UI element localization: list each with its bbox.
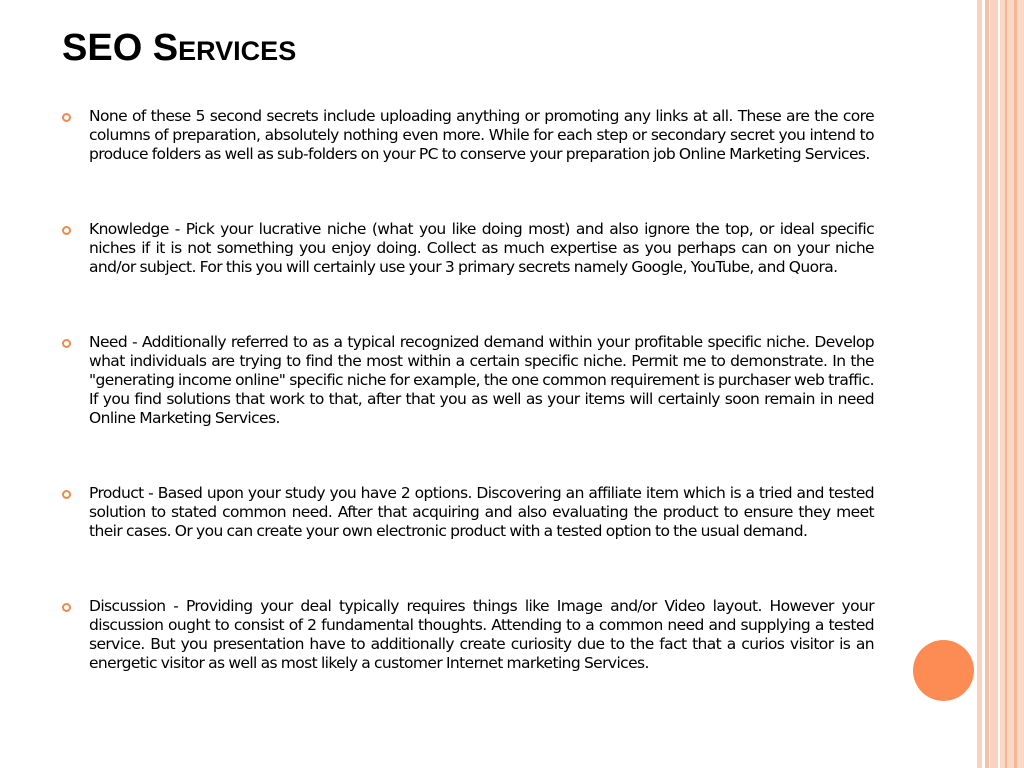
list-item bbox=[62, 333, 874, 428]
circle-bullet-icon bbox=[62, 226, 71, 235]
bullet-marker bbox=[62, 597, 89, 616]
slide-title bbox=[62, 24, 296, 72]
bullet-marker bbox=[62, 484, 89, 503]
list-item bbox=[62, 484, 874, 541]
circle-bullet-icon bbox=[62, 113, 71, 122]
bullet-list bbox=[62, 107, 874, 672]
circle-bullet-icon bbox=[62, 339, 71, 348]
slide-title-small-caps: ervices bbox=[178, 27, 297, 69]
decor-stripe bbox=[977, 0, 982, 768]
bullet-marker bbox=[62, 107, 89, 126]
decor-stripe bbox=[985, 0, 989, 768]
circle-bullet-icon bbox=[62, 603, 71, 612]
decor-stripe bbox=[1000, 0, 1024, 768]
bullet-marker bbox=[62, 220, 89, 239]
decor-circle bbox=[913, 640, 974, 701]
decor-stripe bbox=[990, 0, 998, 768]
list-item bbox=[62, 220, 874, 277]
slide-title-main: SEO S bbox=[62, 27, 179, 69]
circle-bullet-icon bbox=[62, 490, 71, 499]
list-item bbox=[62, 107, 874, 164]
decor-stripe bbox=[1005, 0, 1007, 768]
decor-stripe bbox=[1014, 0, 1017, 768]
list-item-text: Product - Based upon your study you have 2 options. Discovering an affiliate item which is a tried and tested solution to stated common need. After that acquiring and also evaluating the product to ensure they meet their cases. Or you can create your own electronic product with a tested option to the usual demand. bbox=[89, 484, 874, 540]
list-item-text: Need - Additionally referred to as a typical recognized demand within your profitable specific niche. Develop what individuals are trying to find the most within a certain specific niche. Permit me to demonstrate. In the "generating income online" specific niche for example, the one common requirement is purchaser web traffic. If you find solutions that work to that, after that you as well as your items will certainly soon remain in need Online Marketing Services. bbox=[89, 333, 874, 427]
list-item-text: Discussion - Providing your deal typically requires things like Image and/or Video layout. However your discussion ought to consist of 2 fundamental thoughts. Attending to a common need and supplying a tested service. But you presentation have to additionally create curiosity due to the fact that a curios visitor is an energetic visitor as well as most likely a customer Internet marketing Services. bbox=[89, 597, 874, 672]
list-item-text: Knowledge - Pick your lucrative niche (what you like doing most) and also ignore the top, or ideal specific niches if it is not something you enjoy doing. Collect as much expertise as you perhaps can on your niche and/or subject. For this you will certainly use your 3 primary secrets namely Google, YouTube, and Quora. bbox=[89, 220, 874, 276]
list-item-text: None of these 5 second secrets include uploading anything or promoting any links at all. These are the core columns of preparation, absolutely nothing even more. While for each step or secondary secret you intend to produce folders as well as sub-folders on your PC to conserve your preparation job Online Marketing Services. bbox=[89, 107, 874, 163]
bullet-marker bbox=[62, 333, 89, 352]
list-item bbox=[62, 597, 874, 673]
